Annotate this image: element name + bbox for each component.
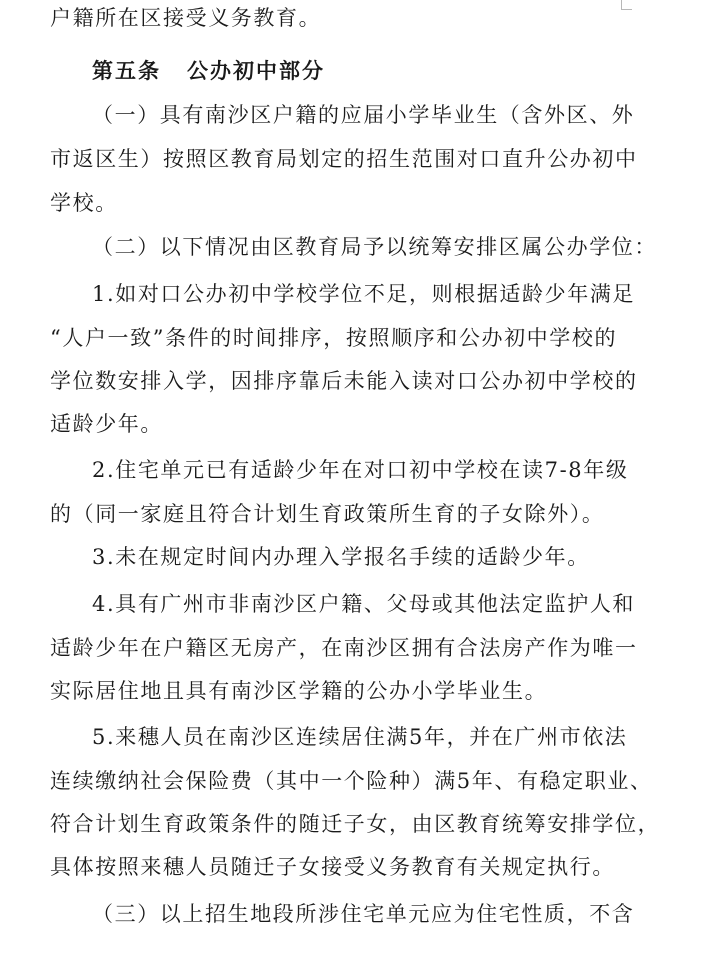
text-line: 的（同一家庭且符合计划生育政策所生育的子女除外）。 <box>50 502 605 526</box>
text-line: “人户一致”条件的时间排序，按照顺序和公办初中学校的 <box>50 326 618 350</box>
text-line: 学校。 <box>50 191 118 215</box>
text-line: 学位数安排入学，因排序靠后未能入读对口公办初中学校的 <box>50 369 638 393</box>
article-title: 公办初中部分 <box>187 59 325 83</box>
text-line: 2.住宅单元已有适龄少年在对口初中学校在读7-8年级 <box>92 458 629 482</box>
text-line: （三）以上招生地段所涉住宅单元应为住宅性质，不含 <box>92 902 635 926</box>
text-line: 户籍所在区接受义务教育。 <box>50 6 322 30</box>
article-number: 第五条 <box>92 59 161 83</box>
text-line: 实际居住地且具有南沙区学籍的公办小学毕业生。 <box>50 679 548 703</box>
text-line: 5.来穗人员在南沙区连续居住满5年，并在广州市依法 <box>92 725 628 749</box>
text-line: 4.具有广州市非南沙区户籍、父母或其他法定监护人和 <box>92 592 636 616</box>
text-line: 连续缴纳社会保险费（其中一个险种）满5年、有稳定职业、 <box>50 769 653 793</box>
text-line: 市返区生）按照区教育局划定的招生范围对口直升公办初中 <box>50 147 638 171</box>
text-line: （二）以下情况由区教育局予以统筹安排区属公办学位： <box>92 235 657 259</box>
text-line: 1.如对口公办初中学校学位不足，则根据适龄少年满足 <box>92 282 636 306</box>
text-line: 适龄少年。 <box>50 412 163 436</box>
text-line: 具体按照来穗人员随迁子女接受义务教育有关规定执行。 <box>50 855 615 879</box>
page-corner-mark <box>621 0 632 10</box>
text-line: 3.未在规定时间内办理入学报名手续的适龄少年。 <box>92 545 590 569</box>
text-line: （一）具有南沙区户籍的应届小学毕业生（含外区、外 <box>92 103 635 127</box>
text-line: 符合计划生育政策条件的随迁子女，由区教育统筹安排学位， <box>50 812 661 836</box>
article-heading <box>92 57 325 85</box>
text-line: 适龄少年在户籍区无房产，在南沙区拥有合法房产作为唯一 <box>50 636 638 660</box>
